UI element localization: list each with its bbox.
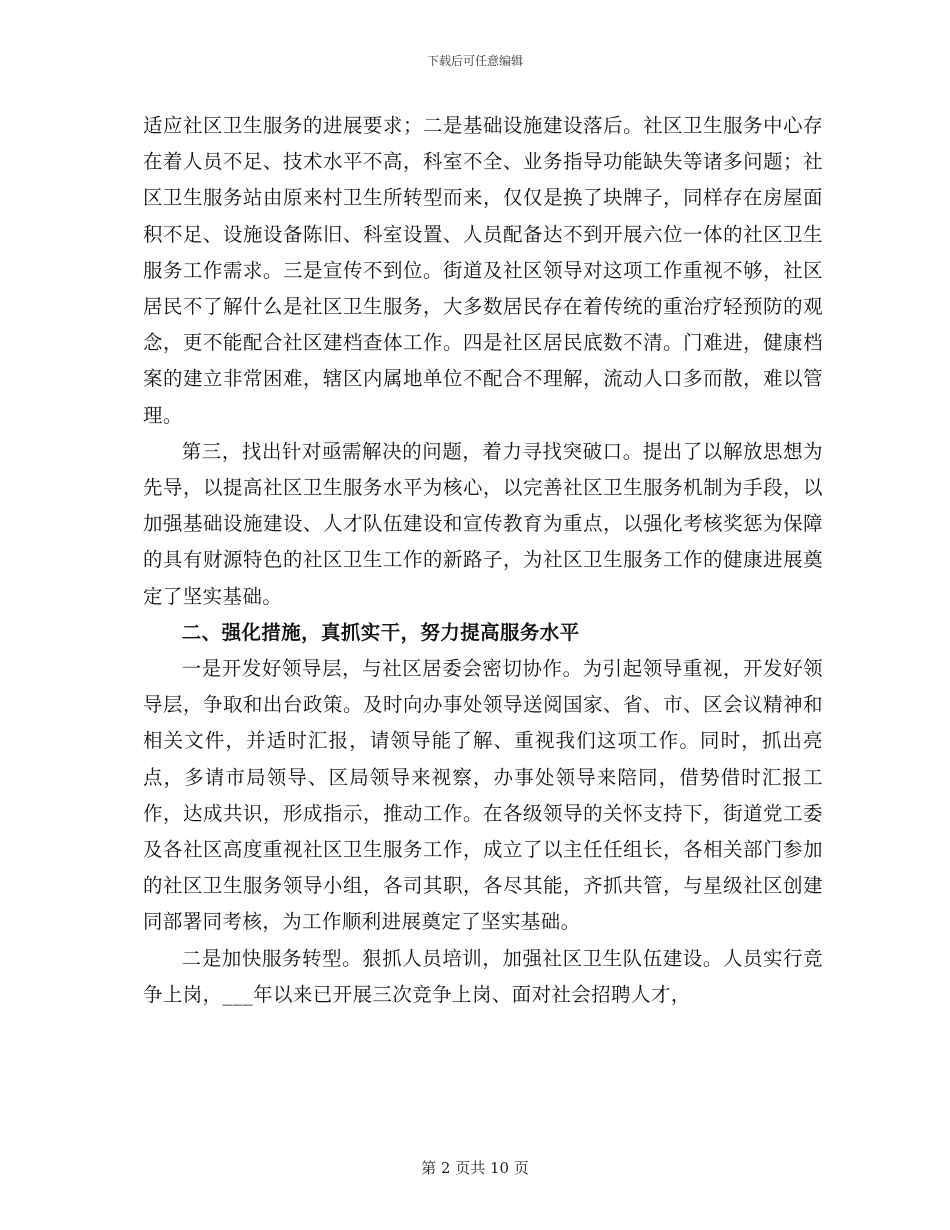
section-heading: 二、强化措施，真抓实干，努力提高服务水平 — [181, 620, 580, 644]
paragraph-leadership: 一是开发好领导层，与社区居委会密切协作。为引起领导重视，开发好领导层，争取和出台政策。及时向办事处领导送阅国家、省、市、区会议精神和相关文件，并适时汇报，请领导能了解、重视我们这项工作。同时，抓出亮点，多请市局领导、区局领导来视察，办事处领导来陪同，借势借时汇报工作，达成共识，形成指示，推动工作。在各级领导的关怀支持下，街道党工委及各社区高度重视社区卫生服务工作，成立了以主任任组长，各相关部门参加的社区卫生服务领导小组，各司其职，各尽其能，齐抓共管，与星级社区创建同部署同考核，为工作顺利进展奠定了坚实基础。 — [143, 657, 823, 934]
paragraph-service-transformation: 二是加快服务转型。狠抓人员培训，加强社区卫生队伍建设。人员实行竞争上岗，___年以来已开展三次竞争上岗、面对社会招聘人才， — [143, 946, 823, 1006]
paragraph-third-point: 第三，找出针对亟需解决的问题，着力寻找突破口。提出了以解放思想为先导，以提高社区卫生服务水平为核心，以完善社区卫生服务机制为手段，以加强基础设施建设、人才队伍建设和宣传教育为重点，以强化考核奖惩为保障的具有财源特色的社区卫生工作的新路子，为社区卫生服务工作的健康进展奠定了坚实基础。 — [143, 439, 823, 608]
page-footer: 第 2 页共 10 页 — [421, 1159, 529, 1177]
page-header: 下载后可任意编辑 — [426, 54, 523, 68]
document-body — [143, 108, 823, 1013]
paragraph-infrastructure-issues: 适应社区卫生服务的进展要求；二是基础设施建设落后。社区卫生服务中心存在着人员不足、技术水平不高，科室不全、业务指导功能缺失等诸多问题；社区卫生服务站由原来村卫生所转型而来，仅仅是换了块牌子，同样存在房屋面积不足、设施设备陈旧、科室设置、人员配备达不到开展六位一体的社区卫生服务工作需求。三是宣传不到位。街道及社区领导对这项工作重视不够，社区居民不了解什么是社区卫生服务，大多数居民存在着传统的重治疗轻预防的观念，更不能配合社区建档查体工作。四是社区居民底数不清。门难进，健康档案的建立非常困难，辖区内属地单位不配合不理解，流动人口多而散，难以管理。 — [143, 114, 823, 427]
